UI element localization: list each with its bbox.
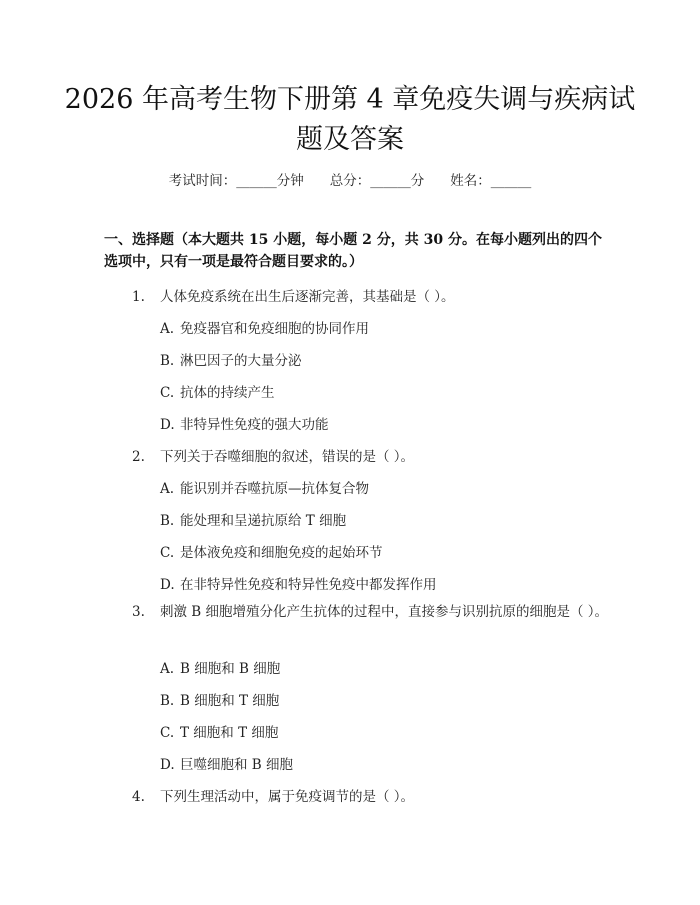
option-text: 抗体的持续产生 [180,385,275,401]
question-text: 下列关于吞噬细胞的叙述，错误的是（ ）。 [160,449,415,465]
option-text: 淋巴因子的大量分泌 [180,353,302,369]
option-item [160,657,280,677]
question-number: 1. [132,289,145,305]
option-text: 能识别并吞噬抗原—抗体复合物 [180,481,369,497]
option-letter: B. [160,513,175,529]
student-name-field: 姓名：______ [450,173,532,189]
total-score-field: 总分：______分 [329,173,425,189]
option-item [160,317,369,337]
option-text: B 细胞和 B 细胞 [180,661,281,677]
question-stem [132,445,414,465]
option-text: 在非特异性免疫和特异性免疫中都发挥作用 [180,577,437,593]
option-item [160,381,275,401]
question-text: 刺激 B 细胞增殖分化产生抗体的过程中，直接参与识别抗原的细胞是（ ）。 [160,604,609,620]
question-text: 人体免疫系统在出生后逐渐完善，其基础是（ ）。 [160,289,455,305]
question-number: 2. [132,449,145,465]
question-number: 4. [132,789,145,805]
option-letter: D. [160,417,175,433]
section-heading: 一、选择题（本大题共 15 小题，每小题 2 分，共 30 分。在每小题列出的四个选项中，只有一项是最符合题目要求的。） [104,232,602,270]
option-item [160,573,437,593]
option-letter: B. [160,693,175,709]
option-letter: A. [160,321,175,337]
option-item [160,753,293,773]
option-letter: C. [160,545,175,561]
option-text: T 细胞和 T 细胞 [180,725,279,741]
option-item [160,477,369,497]
option-letter: A. [160,661,175,677]
document-title: 2026 年高考生物下册第 4 章免疫失调与疾病试题及答案 [64,84,636,155]
exam-meta [0,169,700,189]
question-stem [132,285,455,305]
question-text: 下列生理活动中，属于免疫调节的是（ ）。 [160,789,415,805]
exam-time-field: 考试时间：______分钟 [168,173,304,189]
option-letter: C. [160,725,175,741]
option-letter: A. [160,481,175,497]
option-item [160,509,346,529]
option-item [160,721,278,741]
option-item [160,689,279,709]
option-letter: B. [160,353,175,369]
option-item [160,413,329,433]
question-stem [104,601,612,623]
option-text: 非特异性免疫的强大功能 [180,417,329,433]
option-item [160,541,383,561]
option-item [160,349,302,369]
option-letter: C. [160,385,175,401]
option-text: 免疫器官和免疫细胞的协同作用 [180,321,369,337]
question-stem [132,785,414,805]
option-letter: D. [160,757,175,773]
option-letter: D. [160,577,175,593]
option-text: 是体液免疫和细胞免疫的起始环节 [180,545,383,561]
question-number: 3. [132,604,145,620]
option-text: 巨噬细胞和 B 细胞 [180,757,294,773]
option-text: 能处理和呈递抗原给 T 细胞 [180,513,347,529]
option-text: B 细胞和 T 细胞 [180,693,280,709]
